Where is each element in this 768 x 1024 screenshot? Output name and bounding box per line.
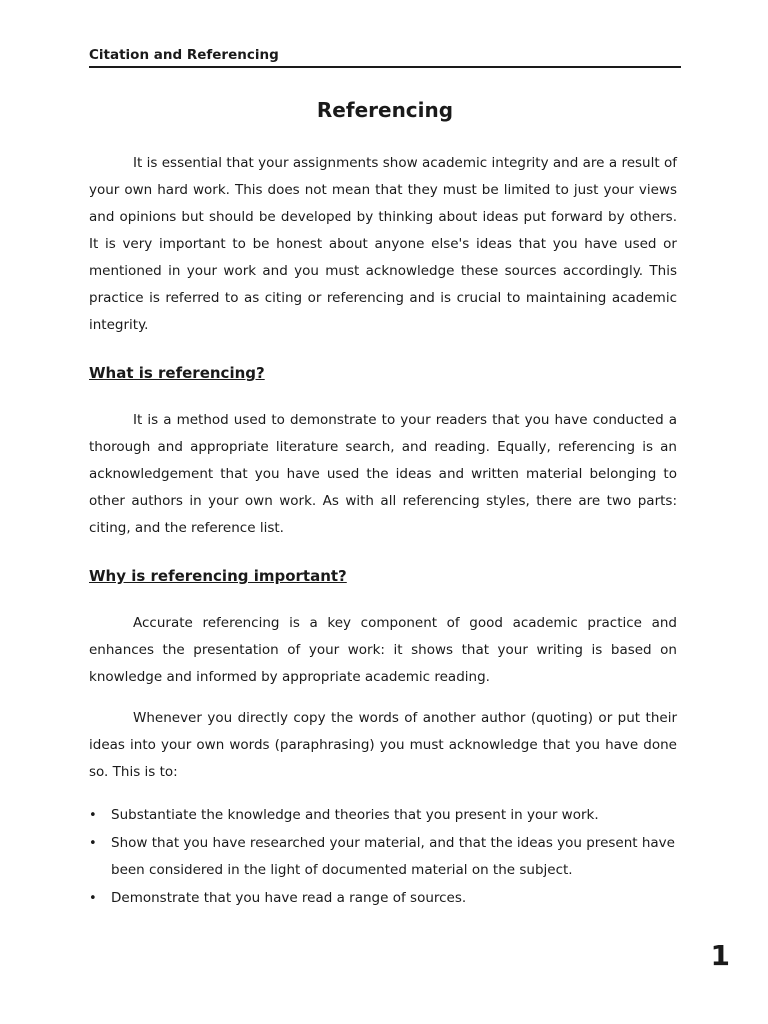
list-item-text: Show that you have researched your material, and that the ideas you present have been considered in the light of documented material on the subject. xyxy=(111,835,675,878)
list-item xyxy=(89,830,681,884)
page-title: Referencing xyxy=(316,98,454,122)
intro-paragraph: It is essential that your assignments show academic integrity and are a result of your own hard work. This does not mean that they must be limited to just your views and opinions but should be developed by thinking about ideas put forward by others. It is very important to be honest about anyone else's ideas that you have used or mentioned in your work and you must acknowledge these sources accordingly. This practice is referred to as citing or referencing and is crucial to maintaining academic integrity. xyxy=(89,155,677,333)
section-heading-what-is-referencing: What is referencing? xyxy=(89,364,265,382)
list-item xyxy=(89,802,681,829)
reasons-bullet-list xyxy=(89,802,681,913)
bullet-icon: • xyxy=(89,836,97,851)
list-item-text: Substantiate the knowledge and theories that you present in your work. xyxy=(111,807,599,823)
bullet-icon: • xyxy=(89,891,97,906)
why-important-paragraph-1: Accurate referencing is a key component of good academic practice and enhances the presentation of your work: it shows that your writing is based on knowledge and informed by appropriate academic reading. xyxy=(89,615,677,685)
list-item-text: Demonstrate that you have read a range of sources. xyxy=(111,890,467,906)
running-header: Citation and Referencing xyxy=(89,46,681,68)
why-important-paragraph-2: Whenever you directly copy the words of another author (quoting) or put their ideas into your own words (paraphrasing) you must acknowledge that you have done so. This is to: xyxy=(89,710,677,780)
list-item xyxy=(89,885,681,912)
section-heading-why-referencing-important: Why is referencing important? xyxy=(89,567,347,585)
page-number: 1 xyxy=(710,939,730,972)
bullet-icon: • xyxy=(89,808,97,823)
what-is-referencing-paragraph: It is a method used to demonstrate to your readers that you have conducted a thorough and appropriate literature search, and reading. Equally, referencing is an acknowledgement that you have used the ideas and written material belonging to other authors in your own work. As with all referencing styles, there are two parts: citing, and the reference list. xyxy=(89,412,677,536)
